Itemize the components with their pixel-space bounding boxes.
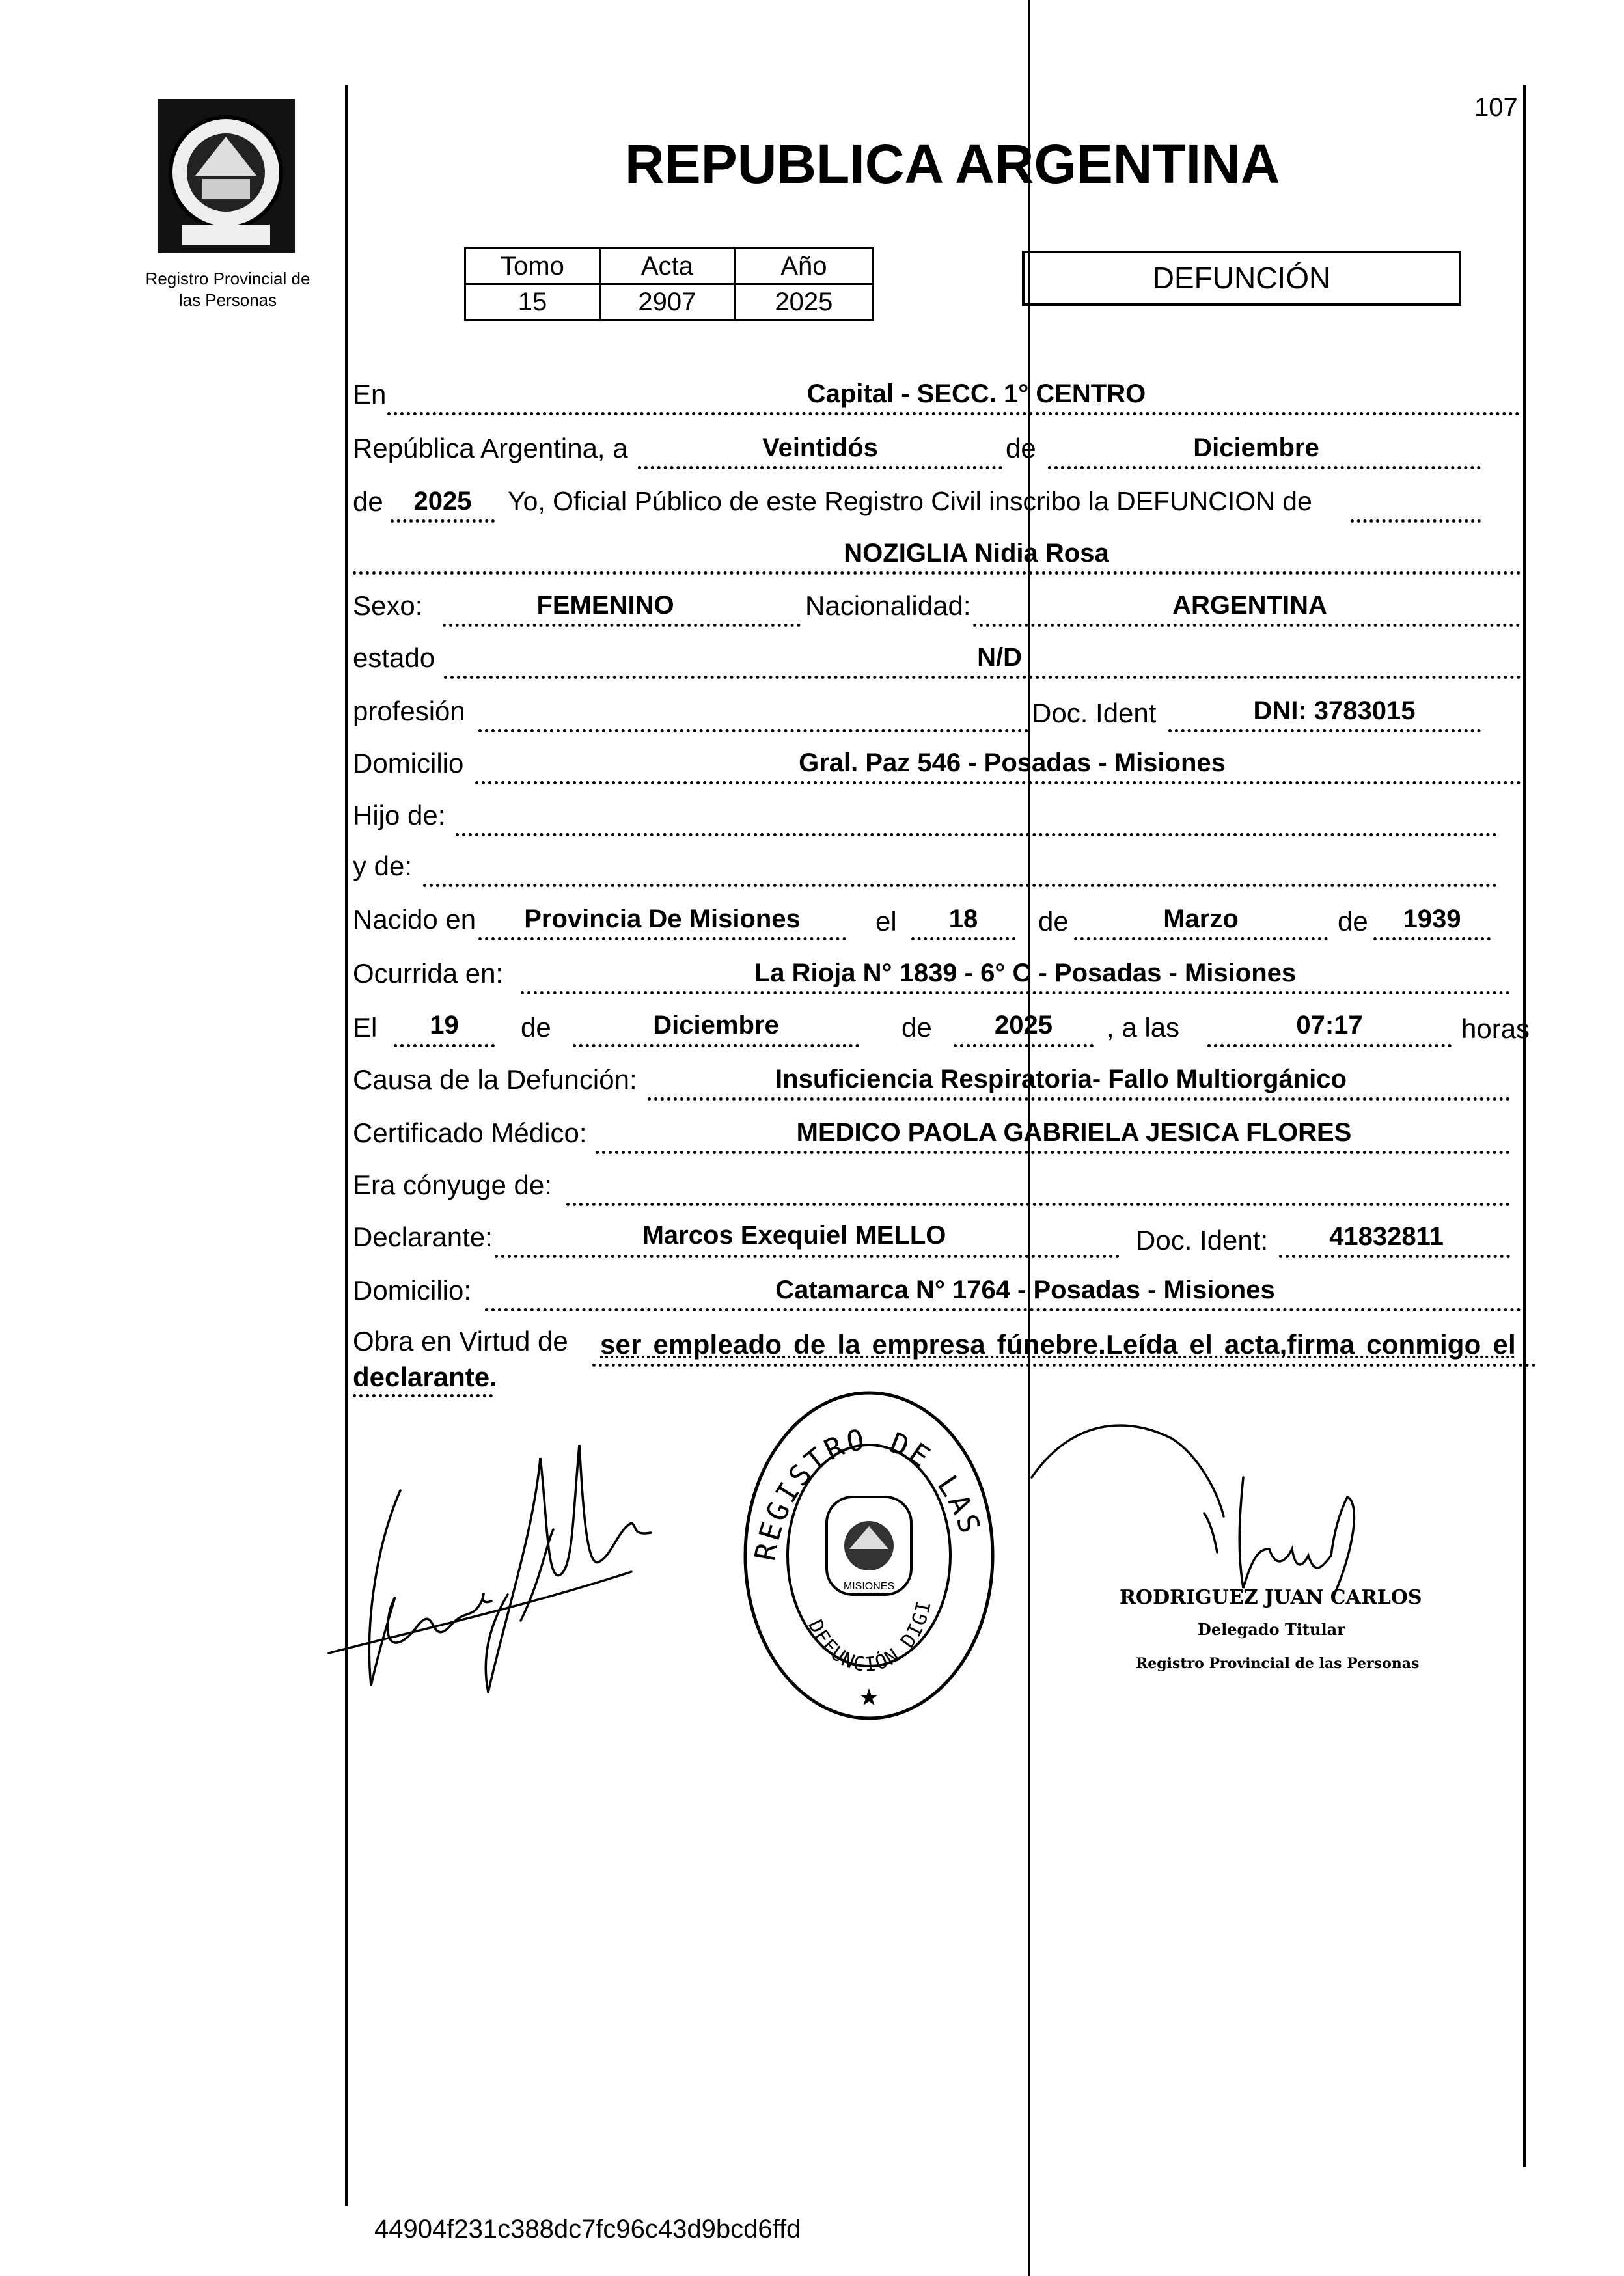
label-yo-oficial: Yo, Oficial Público de este Registro Civil inscribo la DEFUNCION de	[508, 486, 1312, 516]
label-nacionalidad: Nacionalidad:	[805, 590, 971, 621]
dots-sexo	[443, 624, 801, 627]
dots-nacido-en	[478, 937, 846, 940]
field-obra-line1: ser empleado de la empresa fúnebre.Leída el acta,firma conmigo el	[600, 1329, 1516, 1360]
label-obra-en-virtud: Obra en Virtud de	[353, 1326, 568, 1356]
field-def-hora: 07:17	[1296, 1011, 1363, 1039]
label-nacido-en: Nacido en	[353, 904, 476, 935]
dots-anio	[391, 519, 495, 523]
label-domicilio-2: Domicilio:	[353, 1275, 472, 1306]
dots-declarante	[495, 1255, 1120, 1258]
label-el-cap: El	[353, 1012, 378, 1043]
field-declarante: Marcos Exequiel MELLO	[642, 1221, 946, 1250]
dots-conyuge	[566, 1203, 1510, 1206]
field-doc-ident: DNI: 3783015	[1253, 696, 1416, 725]
value-acta: 2907	[599, 284, 734, 320]
seal-ring-text: REGISTRO DE LAS	[749, 1423, 987, 1563]
label-el: el	[875, 906, 897, 937]
dots-obra-1	[592, 1364, 1536, 1367]
label-doc-ident: Doc. Ident	[1032, 698, 1157, 728]
official-signature	[1028, 1399, 1432, 1614]
dots-nacido-anio	[1373, 937, 1491, 940]
label-sexo: Sexo:	[353, 590, 423, 621]
header-tomo: Tomo	[465, 249, 600, 284]
field-nacido-en: Provincia De Misiones	[524, 905, 801, 933]
declarant-signature	[325, 1412, 690, 1705]
dots-nombre	[353, 571, 1521, 575]
label-profesion: profesión	[353, 696, 465, 726]
dots-def-anio	[954, 1044, 1094, 1047]
dots-nacido-dia	[911, 937, 1015, 940]
label-conyuge: Era cónyuge de:	[353, 1170, 552, 1200]
field-nacionalidad: ARGENTINA	[1172, 591, 1327, 620]
field-anio: 2025	[413, 487, 472, 515]
field-declarante-doc: 41832811	[1329, 1222, 1444, 1251]
dots-nacido-mes	[1074, 937, 1328, 940]
right-border-line	[1523, 85, 1526, 2167]
field-ocurrida-en: La Rioja N° 1839 - 6° C - Posadas - Misiones	[754, 959, 1297, 987]
seal-inner-text: DEFUNCIÓN DIGI	[803, 1598, 937, 1677]
official-name: RODRIGUEZ JUAN CARLOS	[1120, 1586, 1422, 1609]
seal-emblem-text: MISIONES	[843, 1581, 895, 1592]
field-mes: Diciembre	[1193, 433, 1319, 462]
label-a-las: , a las	[1107, 1012, 1180, 1043]
label-causa: Causa de la Defunción:	[353, 1064, 637, 1095]
logo-caption-line1: Registro Provincial de	[145, 269, 310, 288]
field-lugar: Capital - SECC. 1° CENTRO	[806, 379, 1146, 408]
official-org: Registro Provincial de las Personas	[1136, 1655, 1420, 1672]
header-acta: Acta	[599, 249, 734, 284]
dots-ocurrida-en	[521, 991, 1510, 994]
official-title: Delegado Titular	[1198, 1620, 1345, 1639]
label-domicilio: Domicilio	[353, 748, 464, 778]
dots-obra-2	[353, 1394, 493, 1397]
field-domicilio: Gral. Paz 546 - Posadas - Misiones	[799, 748, 1226, 777]
dots-def-hora	[1207, 1044, 1452, 1047]
dots-certificado	[596, 1151, 1510, 1154]
value-anio: 2025	[734, 284, 873, 320]
official-seal	[736, 1367, 996, 1725]
record-type: DEFUNCIÓN	[1152, 261, 1331, 295]
field-nacido-mes: Marzo	[1163, 905, 1239, 933]
dots-after-yo	[1351, 519, 1481, 523]
dots-declarante-doc	[1279, 1255, 1510, 1258]
label-doc-ident-2: Doc. Ident:	[1136, 1225, 1269, 1255]
field-sexo: FEMENINO	[536, 591, 674, 620]
logo-caption-line2: las Personas	[178, 290, 277, 310]
field-obra-line2: declarante.	[353, 1362, 497, 1392]
label-de-3: de	[1038, 906, 1069, 937]
dots-def-mes	[573, 1044, 859, 1047]
seal-star-icon: ★	[858, 1684, 880, 1710]
label-hijo-de: Hijo de:	[353, 800, 446, 830]
label-republica-a: República Argentina, a	[353, 433, 628, 463]
dots-hijo-de	[456, 833, 1497, 836]
field-nacido-anio: 1939	[1403, 905, 1461, 933]
label-ocurrida-en: Ocurrida en:	[353, 958, 504, 989]
label-de-4: de	[1338, 906, 1368, 937]
dots-causa	[648, 1097, 1510, 1101]
page-number: 107	[1474, 93, 1518, 122]
dots-def-dia	[394, 1044, 495, 1047]
dots-dia	[638, 466, 1002, 469]
label-estado: estado	[353, 642, 435, 673]
label-horas: horas	[1461, 1013, 1530, 1044]
field-causa: Insuficiencia Respiratoria- Fallo Multiorgánico	[775, 1065, 1347, 1093]
field-def-mes: Diciembre	[653, 1011, 779, 1039]
field-def-anio: 2025	[995, 1011, 1053, 1039]
record-type-box	[1022, 251, 1461, 306]
dots-doc-ident	[1168, 729, 1481, 732]
label-de-5: de	[521, 1012, 551, 1043]
dots-y-de	[423, 884, 1497, 887]
field-declarante-domicilio: Catamarca N° 1764 - Posadas - Misiones	[775, 1276, 1275, 1304]
label-declarante: Declarante:	[353, 1222, 493, 1252]
province-logo	[156, 98, 296, 254]
field-nombre: NOZIGLIA Nidia Rosa	[844, 539, 1109, 568]
field-nacido-dia: 18	[948, 905, 978, 933]
dots-nacionalidad	[973, 624, 1520, 627]
dots-lugar	[387, 412, 1520, 415]
record-table	[464, 247, 874, 321]
field-estado: N/D	[977, 643, 1022, 672]
value-tomo: 15	[465, 284, 600, 320]
label-certificado: Certificado Médico:	[353, 1117, 587, 1148]
left-border-line	[345, 85, 348, 2206]
label-de-1: de	[1006, 433, 1036, 463]
document-title: REPUBLICA ARGENTINA	[625, 133, 1280, 195]
label-y-de: y de:	[353, 851, 413, 881]
field-dia-letras: Veintidós	[762, 433, 878, 462]
dots-mes	[1048, 466, 1481, 469]
dots-profesion	[478, 729, 1028, 732]
label-en: En	[353, 379, 387, 409]
dots-domicilio	[475, 781, 1521, 784]
field-def-dia: 19	[430, 1011, 459, 1039]
document-hash: 44904f231c388dc7fc96c43d9bcd6ffd	[374, 2215, 801, 2243]
header-anio: Año	[734, 249, 873, 284]
dots-estado	[444, 676, 1521, 679]
label-de-6: de	[901, 1012, 932, 1043]
dots-declarante-domicilio	[485, 1308, 1521, 1311]
field-certificado: MEDICO PAOLA GABRIELA JESICA FLORES	[796, 1118, 1352, 1147]
label-de-2: de	[353, 486, 383, 517]
